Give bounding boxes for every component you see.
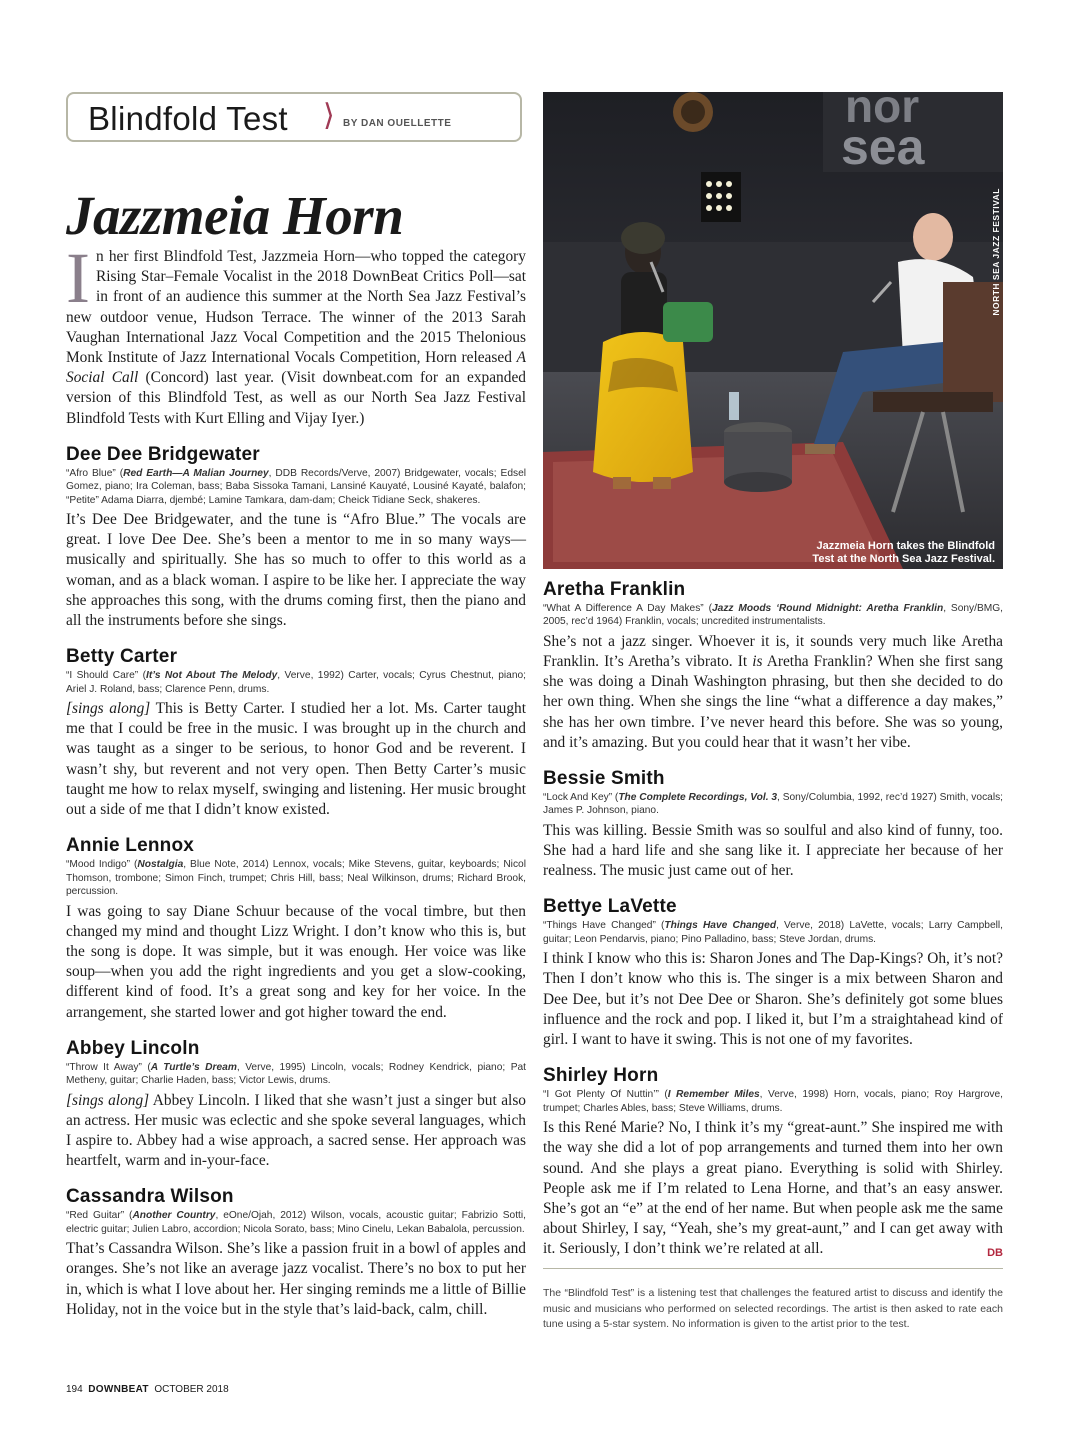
personnel: , DDB Records/Verve, 2007) Bridgewater, vocals; Edsel Gomez, piano; Ira Coleman, bass; Baba Sissoka Tamani, Lansiné Kauyaté, Lousiné Kayaté, balafon; “Petite” Adama Diarra, djembé; Lamine Tamkara, dam-dam; Cheick Tidiane Seck, shakeres. bbox=[66, 467, 527, 506]
personnel: , Verve, 1995) Lincoln, vocals; Rodney Kendrick, piano; Pat Metheny, guitar; Charlie Haden, bass; Victor Lewis, drums. bbox=[66, 1061, 526, 1087]
chevron-right-icon: ⟩ bbox=[323, 98, 335, 133]
artist-name: Bessie Smith bbox=[543, 768, 665, 790]
track-title: “What A Difference A Day Makes” ( bbox=[543, 603, 712, 614]
review-body: Aretha Franklin? When she first sang she was doing a Dinah Washington phrasing, but then she decided to do her own thing. When she sings the line “what a difference a day makes,” she has her own timbre. I’ve never heard this before. She was so young, and it’s amazing. But you could hear that it wasn’t her vibe. bbox=[543, 653, 1003, 751]
photo-caption-line: Test at the North Sea Jazz Festival. bbox=[812, 552, 995, 565]
article-headline: Jazzmeia Horn bbox=[66, 185, 404, 246]
personnel: , Blue Note, 2014) Lennox, vocals; Mike Stevens, guitar, keyboards; Nicol Thomson, trombone; Simon Finch, trumpet; Chris Hill, bass; Neal Wilkinson, drums; Richard Brook, percussion. bbox=[66, 859, 526, 898]
album-title: It’s Not About The Melody bbox=[145, 670, 278, 682]
review-entry bbox=[66, 445, 526, 631]
issue-date: OCTOBER 2018 bbox=[154, 1384, 229, 1395]
review-body: It’s Dee Dee Bridgewater, and the tune is “Afro Blue.” The vocals are great. I love Dee Dee. She’s been a mentor to me in so many ways—musically and spiritually. She has so much to offer to this world as a woman, and as a black woman. I aspire to be like her. I appreciate the way she approaches this song, with the drums coming first, then the piano and all the instruments before she sings. bbox=[66, 511, 526, 630]
review-entry bbox=[66, 647, 526, 820]
review-text bbox=[66, 510, 526, 631]
artist-name: Dee Dee Bridgewater bbox=[66, 443, 260, 465]
review-entry bbox=[66, 836, 526, 1022]
section-title: Blindfold Test bbox=[88, 100, 288, 137]
intro-text: (Concord) last year. (Visit downbeat.com for an expanded version of this Blindfold Test, as well as our North Sea Jazz Festival Blindfold Tests with Kurt Elling and Vijay Iyer.) bbox=[66, 369, 526, 427]
review-entry bbox=[543, 769, 1003, 881]
artist-name: Bettye LaVette bbox=[543, 896, 677, 918]
album-title: A Turtle’s Dream bbox=[150, 1061, 237, 1073]
artist-name: Cassandra Wilson bbox=[66, 1186, 234, 1208]
photo-caption bbox=[812, 540, 995, 565]
personnel: , Verve, 1998) Horn, vocals, piano; Roy Hargrove, trumpet; Charles Ables, bass; Steve Williams, drums. bbox=[543, 1089, 1003, 1114]
track-credits bbox=[66, 858, 526, 898]
review-text bbox=[66, 1091, 526, 1172]
track-credits bbox=[66, 1061, 526, 1088]
track-title: “Mood Indigo” ( bbox=[66, 859, 138, 871]
banner-text-top: nor bbox=[845, 92, 920, 132]
album-title: Jazz Moods ‘Round Midnight: Aretha Franklin bbox=[711, 603, 944, 614]
section-header bbox=[66, 92, 522, 142]
review-body: Abbey Lincoln. I liked that she wasn’t just a singer but also an actress. Her music was eclectic and she spoke several languages, which I aspire to. Abbey had a wise approach, a sacred sense. Her approach was heartfelt, warm and in-your-face. bbox=[66, 1091, 526, 1170]
review-text bbox=[543, 632, 1003, 753]
review-text bbox=[66, 902, 526, 1023]
emphasis: is bbox=[752, 653, 763, 671]
album-title: The Complete Recordings, Vol. 3 bbox=[618, 792, 778, 804]
byline: BY DAN OUELLETTE bbox=[343, 118, 452, 129]
review-text bbox=[543, 821, 1003, 882]
personnel: , Sony/BMG, 2005, rec’d 1964) Franklin, vocals; uncredited instrumentalists. bbox=[543, 603, 1003, 628]
feature-photo bbox=[543, 92, 1003, 569]
review-text bbox=[66, 1239, 526, 1320]
album-title: Another Country bbox=[132, 1210, 216, 1222]
track-credits bbox=[543, 1088, 1003, 1115]
track-credits bbox=[543, 919, 1003, 946]
page-footer bbox=[66, 1384, 229, 1395]
review-body: She’s not a jazz singer. Whoever it is, it sounds very much like Aretha Franklin. It’s Aretha’s vibrato. It bbox=[543, 632, 1003, 671]
drop-cap: I bbox=[66, 238, 90, 318]
review-text bbox=[66, 699, 526, 820]
stage-note: [sings along] bbox=[66, 1091, 150, 1109]
track-title: “Things Have Changed” ( bbox=[543, 920, 665, 932]
review-entry bbox=[543, 1066, 1003, 1259]
personnel: , eOne/Ojah, 2012) Wilson, vocals, acoustic guitar; Fabrizio Sotti, electric guitar; Julien Labro, accordion; Nicola Sorato, bass; Mino Cinelu, Lekan Babalola, percussion. bbox=[66, 1210, 526, 1235]
artist-name: Aretha Franklin bbox=[543, 579, 686, 600]
stage-note: [sings along] bbox=[66, 700, 151, 718]
right-column bbox=[543, 580, 1003, 1264]
intro-text: n her first Blindfold Test, Jazzmeia Horn—who topped the category Rising Star–Female Vocalist in the 2018 DownBeat Critics Poll—sat in front of an audience this summer at the North Sea Jazz Festival’s new outdoor venue, Hudson Terrace. The winner of the 2013 Sarah Vaughan International Jazz Vocal Competition and the 2015 Thelonious Monk Institute of Jazz International Vocals Competition, Horn released bbox=[66, 248, 526, 367]
track-title: “I Should Care” ( bbox=[66, 670, 146, 682]
page-number: 194 bbox=[66, 1384, 83, 1395]
track-credits bbox=[66, 669, 526, 696]
track-credits bbox=[66, 1209, 526, 1236]
artist-name: Abbey Lincoln bbox=[66, 1037, 200, 1059]
intro-paragraph bbox=[66, 238, 526, 429]
review-body: I think I know who this is: Sharon Jones and The Dap-Kings? Oh, it’s not? Then I don’t know who this is. The singer is a mix between Sharon and Dee Dee, but it’s not Dee Dee or Sharon. She’s definitely got some blues influence and the rock and pop. I liked it, but I’m a straightahead kind of girl. I want to have it swing. This is not one of my favorites. bbox=[543, 950, 1003, 1049]
review-body: I was going to say Diane Schuur because of the vocal timbre, but then changed my mind and thought Lizz Wright. I don’t know who this is, but the song is dope. It was simple, but it was enough. Her voice was like soup—when you add the right ingredients and you get a slow-cooking, different kind of food. It’s a great song and key for her voice. In the arrangement, she started lower and got higher toward the end. bbox=[66, 902, 526, 1021]
track-credits bbox=[543, 791, 1003, 818]
personnel: , Verve, 1992) Carter, vocals; Cyrus Chestnut, piano; Ariel J. Roland, bass; Clarence Penn, drums. bbox=[66, 670, 527, 695]
track-title: “Red Guitar” ( bbox=[66, 1210, 133, 1222]
review-body: That’s Cassandra Wilson. She’s like a passion fruit in a bowl of apples and oranges. She’s not like an average jazz vocalist. There’s no box to put her in, which is what I love about her. Her singing reminds me a little of Billie Holiday, not in the voice but in the style that’s laid-back, calm, chill. bbox=[66, 1240, 526, 1318]
review-text bbox=[543, 949, 1003, 1050]
track-title: “Lock And Key” ( bbox=[543, 792, 619, 804]
artist-name: Annie Lennox bbox=[66, 835, 195, 857]
artist-name: Betty Carter bbox=[66, 646, 178, 668]
review-entry bbox=[66, 1039, 526, 1172]
review-entry bbox=[66, 1187, 526, 1320]
review-entry bbox=[543, 897, 1003, 1050]
photo-credit: NORTH SEA JAZZ FESTIVAL bbox=[991, 188, 1001, 316]
track-credits bbox=[66, 467, 526, 507]
personnel: , Verve, 2018) LaVette, vocals; Larry Campbell, guitar; Leon Pendarvis, piano; Pino Palladino, bass; Steve Jordan, drums. bbox=[543, 920, 1003, 945]
banner-text-bottom: sea bbox=[841, 119, 925, 175]
artist-name: Shirley Horn bbox=[543, 1065, 659, 1087]
album-title: Nostalgia bbox=[137, 859, 184, 871]
review-body: This is Betty Carter. I studied her a lot. Ms. Carter taught me that I could be free in the music. I was brought up in the church and was taught as a singer to be serious, to honor God and be reverent. I wasn’t shy, but reverent and not very open. Then Betty Carter’s music taught me how to relax myself, swinging and listening. Her music brought out a side of me that I didn’t know existed. bbox=[66, 700, 526, 819]
review-body: This was killing. Bessie Smith was so soulful and also kind of funny, too. She had a hard life and she sang like it. I appreciate her because of her realness. The music just came out of her. bbox=[543, 821, 1003, 880]
stage-photo-illustration bbox=[543, 92, 1003, 569]
magazine-name: DOWNBEAT bbox=[88, 1384, 149, 1395]
photo-caption-line: Jazzmeia Horn takes the Blindfold bbox=[816, 540, 995, 552]
album-title: Things Have Changed bbox=[664, 920, 777, 932]
review-text bbox=[543, 1118, 1003, 1259]
end-mark: DB bbox=[987, 1247, 1003, 1260]
track-title: “I Got Plenty Of Nuttin’” ( bbox=[543, 1089, 668, 1101]
album-title: A Social Call bbox=[66, 349, 526, 387]
footnote: The “Blindfold Test” is a listening test that challenges the featured artist to discuss and identify the music and musicians who performed on selected recordings. The artist is then asked to rate each tune using a 5-star system. No information is given to the artist prior to the test. bbox=[543, 1287, 1003, 1330]
track-title: “Throw It Away” ( bbox=[66, 1061, 151, 1073]
footnote-divider bbox=[543, 1268, 1003, 1269]
album-title: I Remember Miles bbox=[667, 1089, 760, 1101]
personnel: , Sony/Columbia, 1992, rec’d 1927) Smith, vocals; James P. Johnson, piano. bbox=[543, 792, 1004, 817]
album-title: Red Earth—A Malian Journey bbox=[123, 467, 269, 479]
track-credits bbox=[543, 602, 1003, 629]
review-body: Is this René Marie? No, I think it’s my “great-aunt.” She inspired me with the way she did a lot of pop arrangements and turned them into her own sound. And she plays a great piano. Everything is solid with Shirley. People ask me if I’m related to Lena Horne, and that’s an easy answer. She’s got an “e” at the end of her name. But when people ask me the same about Shirley, I say, “Yeah, she’s my great-aunt,” and I can get away with it. Seriously, I don’t think we’re related at all. bbox=[543, 1119, 1003, 1258]
review-entry bbox=[543, 580, 1003, 753]
left-column bbox=[66, 238, 527, 1320]
track-title: “Afro Blue” ( bbox=[66, 467, 124, 479]
